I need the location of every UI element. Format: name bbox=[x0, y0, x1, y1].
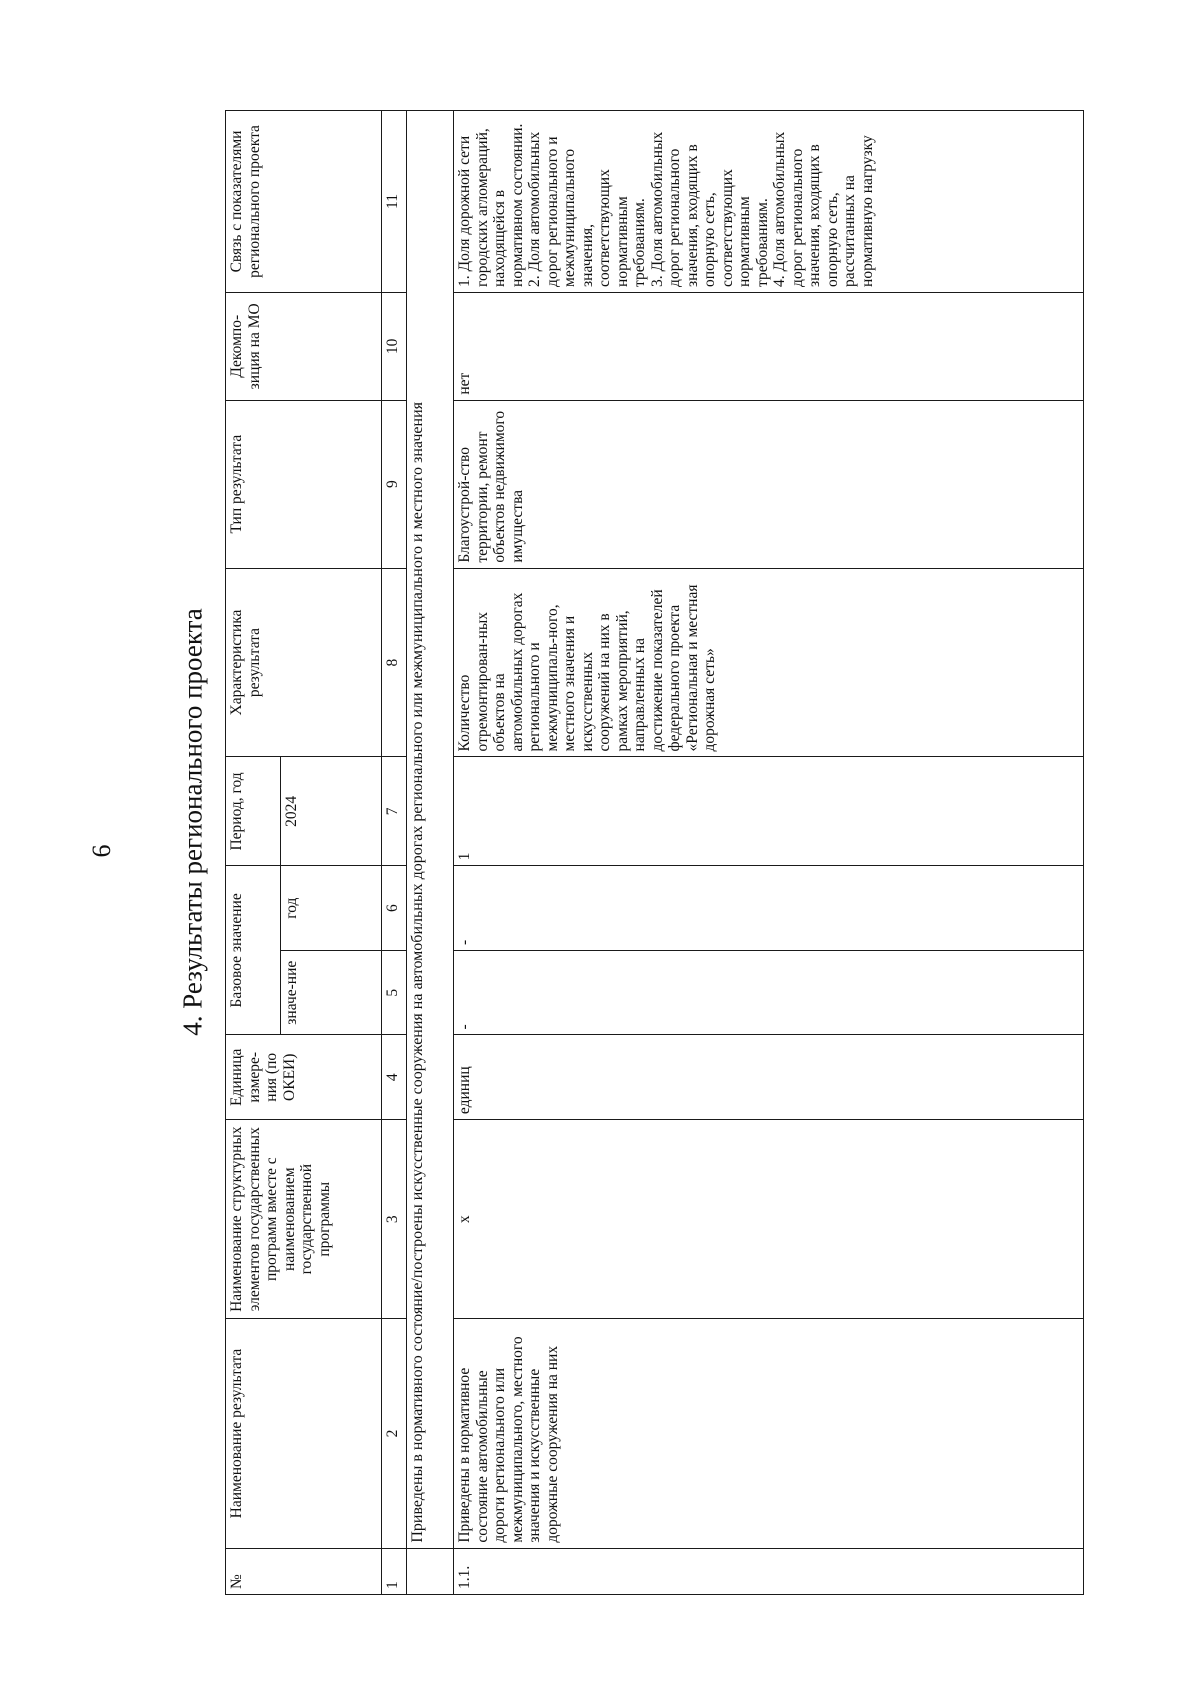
table-row bbox=[454, 111, 1084, 1595]
header-structural: Наименование структурных элементов государственных программ вместе с наименованием государственной программы bbox=[226, 1120, 382, 1319]
col-num-8: 8 bbox=[382, 568, 407, 757]
row-characteristic: Количество отремонтирован-ных объектов на автомобильных дорогах регионального и межмуниципаль-ного, местного значения и искусственных сооружений на них в рамках мероприятий, направленных на достижение показателей федерального проекта «Региональная и местная дорожная сеть» bbox=[454, 568, 1084, 757]
header-period: Период, год bbox=[226, 757, 281, 866]
col-num-11: 11 bbox=[382, 111, 407, 293]
col-num-7: 7 bbox=[382, 757, 407, 866]
col-num-2: 2 bbox=[382, 1319, 407, 1548]
col-num-5: 5 bbox=[382, 950, 407, 1035]
section-row-number-cell bbox=[407, 1548, 454, 1594]
header-unit: Единица измере-ния (по ОКЕИ) bbox=[226, 1035, 382, 1120]
col-num-3: 3 bbox=[382, 1120, 407, 1319]
row-no: 1.1. bbox=[454, 1548, 1084, 1594]
row-base-value: - bbox=[454, 950, 1084, 1035]
row-name: Приведены в нормативное состояние автомобильные дороги регионального или межмуниципального, местного значения и искусственные дорожные сооружения на них bbox=[454, 1319, 1084, 1548]
header-row-1 bbox=[226, 111, 281, 1595]
row-unit: единиц bbox=[454, 1035, 1084, 1120]
header-type: Тип результата bbox=[226, 400, 382, 568]
row-base-year: - bbox=[454, 866, 1084, 951]
col-num-6: 6 bbox=[382, 866, 407, 951]
column-number-row bbox=[382, 111, 407, 1595]
header-base-year: год bbox=[281, 866, 382, 951]
header-decomposition: Декомпо-зиция на МО bbox=[226, 292, 382, 400]
header-period-year: 2024 bbox=[281, 757, 382, 866]
header-characteristic: Характеристика результата bbox=[226, 568, 382, 757]
results-table-wrapper bbox=[225, 110, 1084, 1595]
col-num-1: 1 bbox=[382, 1548, 407, 1594]
section-title: 4. Результаты регионального проекта bbox=[177, 608, 208, 1036]
row-period-2024: 1 bbox=[454, 757, 1084, 866]
page-number: 6 bbox=[87, 844, 116, 858]
header-base-value: значе-ние bbox=[281, 950, 382, 1035]
header-base: Базовое значение bbox=[226, 866, 281, 1035]
row-link: 1. Доля дорожной сети городских агломераций, находящейся в нормативном состоянии. 2. Доля автомобильных дорог регионального и межмуниципального значения, соответствующих нормативным требованиям. 3. Доля автомобильных дорог регионального значения, входящих в опорную сеть, соответствующих нормативным требованиям. 4. Доля автомобильных дорог регионального значения, входящих в опорную сеть, рассчитанных на нормативную нагрузку bbox=[454, 111, 1084, 293]
header-no: № bbox=[226, 1548, 382, 1594]
header-link: Связь с показателями регионального проекта bbox=[226, 111, 382, 293]
row-decomposition: нет bbox=[454, 292, 1084, 400]
col-num-9: 9 bbox=[382, 400, 407, 568]
col-num-4: 4 bbox=[382, 1035, 407, 1120]
section-row-text: Приведены в нормативного состояние/построены искусственные сооружения на автомобильных дорогах регионального или межмуниципального и местного значения bbox=[407, 111, 454, 1549]
section-row bbox=[407, 111, 454, 1595]
header-name: Наименование результата bbox=[226, 1319, 382, 1548]
results-table bbox=[225, 110, 1084, 1595]
col-num-10: 10 bbox=[382, 292, 407, 400]
row-type: Благоустрой-ство территории, ремонт объектов недвижимого имущества bbox=[454, 400, 1084, 568]
row-structural: х bbox=[454, 1120, 1084, 1319]
